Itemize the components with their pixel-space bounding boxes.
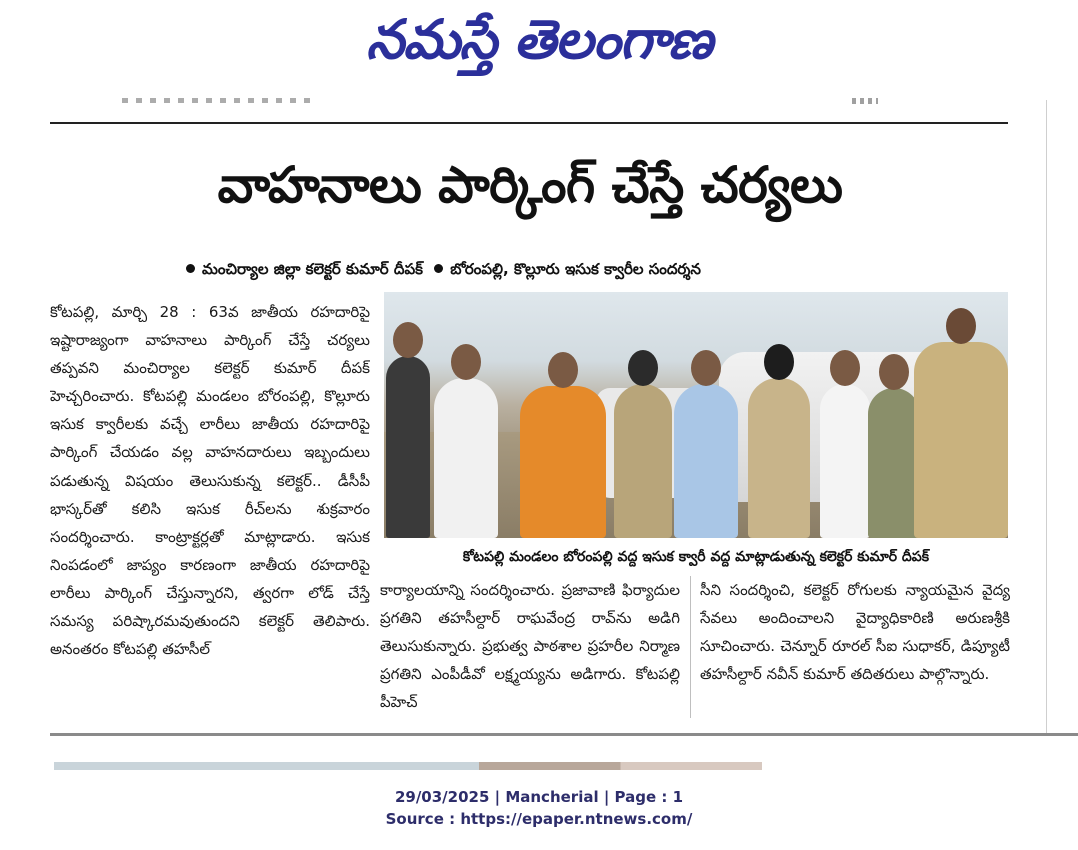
newspaper-masthead: నమస్తే తెలంగాణ xyxy=(366,7,712,71)
photo-caption: కోటపల్లి మండలం బోరంపల్లి వద్ద ఇసుక క్వారీ వద్ద మాట్లాడుతున్న కలెక్టర్ కుమార్ దీపక్ xyxy=(462,549,930,565)
article-column-1: కోటపల్లి, మార్చి 28 : 63వ జాతీయ రహదారిపై ఇష్టారాజ్యంగా వాహనాలు పార్కింగ్ చేస్తే చర్యలు తప్పవని మంచిర్యాల కలెక్టర్ కుమార్ దీపక్ హెచ్చరించారు. కోటపల్లి మండలం బోరంపల్లి, కొల్లూరు ఇసుక క్వారీలకు వచ్చే లారీలు జాతీయ రహదారిపై పార్కింగ్ చేయడం వల్ల వాహనదారులు ఇబ్బందులు పడుతున్న విషయం తెలుసుకున్న కలెక్టర్.. డీసీపీ భాస్కర్‌తో కలిసి ఇసుక రీచ్‌లను శుక్రవారం సందర్శించారు. కాంట్రాక్టర్లతో మాట్లాడారు. ఇసుక నింపడంలో జాప్యం కారణంగా జాతీయ రహదారిపై లారీలు పార్కింగ్ చేస్తున్నారని, త్వరగా లోడ్ చేస్తే సమస్య పరిష్కారమవుతుందని కలెక్టర్ తెలిపారు. అనంతరం కోటపల్లి తహసీల్ xyxy=(50,303,370,659)
article-column-2: కార్యాలయాన్ని సందర్శించారు. ప్రజావాణి ఫిర్యాదుల ప్రగతిని తహసీల్దార్ రాఘవేంద్ర రావ్‌ను అడిగి తెలుసుకున్నారు. ప్రభుత్వ పాఠశాల ప్రహరీల నిర్మాణ ప్రగతిని ఎంపీడీవో లక్ష్మయ్యను అడిగారు. కోటపల్లి పీహెచ్ xyxy=(380,581,680,712)
footer-date-edition: 29/03/2025 | Mancherial | Page : 1 xyxy=(394,788,684,806)
highlight-1: మంచిర్యాల జిల్లా కలెక్టర్ కుమార్ దీపక్ xyxy=(202,260,423,278)
photo-person xyxy=(868,388,920,538)
next-article-peek xyxy=(54,762,762,770)
bullet-icon xyxy=(186,264,195,273)
footer-source: Source : https://epaper.ntnews.com/ xyxy=(385,810,693,828)
article-highlights xyxy=(180,256,940,282)
bottom-rule xyxy=(50,733,1078,736)
bullet-icon xyxy=(434,264,443,273)
photo-person xyxy=(520,386,606,538)
photo-person xyxy=(748,378,810,538)
photo-person xyxy=(614,384,672,538)
photo-person xyxy=(820,384,870,538)
photo-person xyxy=(386,356,430,538)
article-photo xyxy=(384,292,1008,538)
photo-person xyxy=(914,342,1008,538)
column-separator xyxy=(690,576,691,718)
photo-person xyxy=(674,384,738,538)
highlight-2: బోరంపల్లి, కొల్లూరు ఇసుక క్వారీల సందర్శన xyxy=(450,260,701,278)
strip-left-marks xyxy=(122,98,312,103)
top-rule xyxy=(50,122,1008,124)
page-right-edge xyxy=(1046,100,1047,736)
article-column-3: సీని సందర్శించి, కలెక్టర్ రోగులకు న్యాయమైన వైద్య సేవలు అందించాలని వైద్యాధికారిణి అరుణశ్రీకి సూచించారు. చెన్నూర్ రూరల్ సీఐ సుధాకర్, డిప్యూటీ తహసీల్దార్ నవీన్ కుమార్ తదితరులు పాల్గొన్నారు. xyxy=(700,581,1010,684)
article-headline: వాహనాలు పార్కింగ్ చేస్తే చర్యలు xyxy=(217,156,843,214)
strip-right-marks xyxy=(852,98,878,104)
masthead-strip xyxy=(50,98,1008,106)
photo-person xyxy=(434,378,498,538)
